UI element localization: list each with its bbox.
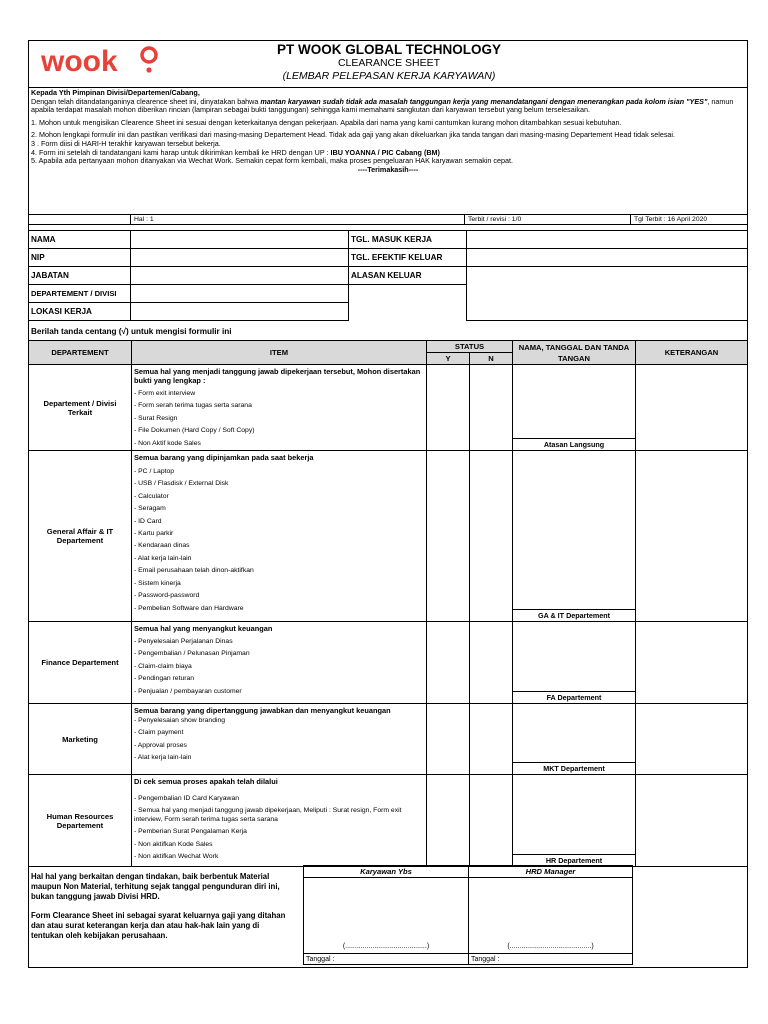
page-number: Hal : 1 [131,215,465,225]
signature-cell[interactable]: FA Departement [513,622,636,704]
instruction: Berilah tanda centang (√) untuk mengisi formulir ini [31,327,232,336]
issue-date: Tgl Terbit : 16 April 2020 [631,215,748,225]
section-row [29,451,748,622]
signature-boxes [303,865,633,965]
departement-field[interactable] [131,285,349,303]
dept-name: General Affair & IT Departement [29,451,132,622]
item-list: Di cek semua proses apakah telah dilalui - Pengembalian ID Card Karyawan - Semua hal yang menjadi tanggung jawab dipekerjaan, Meliputi : Surat resign, Form exit interview, Form serah terima tugas serta sarana - Pemberian Surat Pengalaman Kerja - Non aktifkan Kode Sales - Non aktifkan Wechat Work [132,775,427,867]
note-cell[interactable] [636,622,748,704]
dept-name: Human Resources Departement [29,775,132,867]
note-3: 3 . Form diisi di HARI-H terakhir karyawan tersebut bekerja. [31,138,221,148]
signature-cell[interactable]: Atasan Langsung [513,365,636,451]
doc-title: CLEARANCE SHEET [337,57,441,69]
jabatan-field[interactable] [131,267,349,285]
status-no-cell[interactable] [470,775,513,867]
col-item: ITEM [132,341,427,365]
greeting: Kepada Yth Pimpinan Divisi/Departemen/Cabang, [31,88,200,97]
status-yes-cell[interactable] [427,622,470,704]
note-cell[interactable] [636,365,748,451]
note-4: 4. Form ini setelah di tandatangani kami harap untuk dikirimkan kembali ke HRD dengan UP : IBU YOANNA / PIC Cabang (BM) [31,147,440,157]
section-row [29,775,748,867]
col-note: KETERANGAN [636,341,748,365]
signature-cell[interactable]: GA & IT Departement [513,451,636,622]
note-cell[interactable] [636,704,748,775]
status-no-cell[interactable] [470,622,513,704]
signature-cell[interactable]: HR Departement [513,775,636,867]
label-lokasi: LOKASI KERJA [29,303,131,321]
label-departement: DEPARTEMENT / DIVISI [29,285,131,303]
nip-field[interactable] [131,249,349,267]
label-nip: NIP [29,249,131,267]
item-list: Semua hal yang menyangkut keuangan - Penyelesaian Perjalanan Dinas - Pengembalian / Pelunasan Pinjaman - Claim-claim biaya - Pendingan returan - Penjualan / pembayaran customer [132,622,427,704]
col-status: STATUS [427,341,513,353]
employee-info [28,230,748,321]
status-yes-cell[interactable] [427,365,470,451]
col-yes: Y [427,353,470,365]
intro-text [31,89,745,174]
col-sign: NAMA, TANGGAL DAN TANDA TANGAN [513,341,636,365]
empty-cell [349,285,467,321]
status-no-cell[interactable] [470,365,513,451]
label-alasan: ALASAN KELUAR [349,267,467,285]
note-2: 2. Mohon lengkapi formulir ini dan pastikan verifikasi dari masing-masing Departement Head. Tidak ada gaji yang akan dikeluarkan jika tanda tangan dari masing-masing Departement Head tidak selesai. [31,130,676,140]
lokasi-field[interactable] [131,303,349,321]
hrd-date[interactable]: Tanggal : [469,954,633,965]
dept-name: Departement / Divisi Terkait [29,365,132,451]
status-yes-cell[interactable] [427,704,470,775]
dept-name: Marketing [29,704,132,775]
col-no: N [470,353,513,365]
employee-signature-area[interactable]: (..........................................) [304,878,469,954]
alasan-field[interactable] [467,267,748,321]
label-jabatan: JABATAN [29,267,131,285]
col-dept: DEPARTEMENT [29,341,132,365]
item-list: Semua barang yang dipertanggung jawabkan dan menyangkut keuangan - Penyelesaian show branding - Claim payment - Approval proses - Alat kerja lain-lain [132,704,427,775]
status-no-cell[interactable] [470,451,513,622]
note-cell[interactable] [636,775,748,867]
tgl-keluar-field[interactable] [467,249,748,267]
note-1: 1. Mohon untuk mengisikan Clearence Sheet ini sesuai dengan keterkaitanya dengan pekerjaan. Apabila dari nama yang kami cantumkan kurang mohon ditambahkan sesuai kebutuhan. [31,117,622,127]
clearance-table [28,340,748,867]
nama-field[interactable] [131,231,349,249]
status-yes-cell[interactable] [427,451,470,622]
label-tgl-masuk: TGL. MASUK KERJA [349,231,467,249]
company-name: PT WOOK GLOBAL TECHNOLOGY [277,42,501,57]
status-yes-cell[interactable] [427,775,470,867]
doc-subtitle: (LEMBAR PELEPASAN KERJA KARYAWAN) [282,70,496,82]
tgl-masuk-field[interactable] [467,231,748,249]
revision-row [28,214,748,225]
clearance-sheet [28,40,748,968]
footer-note-2: Form Clearance Sheet ini sebagai syarat keluarnya gaji yang ditahan dan atau surat keterangan kerja dan atau hak-hak lain yang di tentukan oleh kebijakan perusahaan. [31,911,286,940]
thanks: ----Terimakasih---- [357,164,419,174]
footer-note-1: Hal hal yang berkaitan dengan tindakan, baik berbentuk Material maupun Non Material, terhitung sejak tanggal pengunduran diri ini, bukan tanggung jawab Divisi HRD. [31,872,280,901]
label-nama: NAMA [29,231,131,249]
status-no-cell[interactable] [470,704,513,775]
section-row [29,704,748,775]
label-tgl-keluar: TGL. EFEKTIF KELUAR [349,249,467,267]
intro-paragraph: Dengan telah ditandatanganinya clearence sheet ini, dinyatakan bahwa mantan karyawan sudah tidak ada masalah tanggungan kerja yang menandatangani dengan menerangkan pada kolom isian "YES", namun apabila terdapat masalah mohon diberikan rincian (lampiran sebagai bukti tanggungan) sehingga kami memahami sangkutan dari karyawan tersebut yang belum terselesaikan. [31,96,734,115]
dept-name: Finance Departement [29,622,132,704]
employee-date[interactable]: Tanggal : [304,954,469,965]
svg-text:wook: wook [41,45,118,77]
sign-label-employee: Karyawan Ybs [304,866,469,878]
section-row [29,365,748,451]
note-cell[interactable] [636,451,748,622]
section-row [29,622,748,704]
item-list: Semua hal yang menjadi tanggung jawab dipekerjaan tersebut, Mohon disertakan bukti yang lengkap : - Form exit interview - Form serah terima tugas serta sarana - Surat Resign - File Dokumen (Hard Copy / Soft Copy) - Non Aktif kode Sales [132,365,427,451]
signature-cell[interactable]: MKT Departement [513,704,636,775]
hrd-signature-area[interactable]: (..........................................) [469,878,633,954]
note-5: 5. Apabila ada pertanyaan mohon ditanyakan via Wechat Work. Semakin cepat form kembali, maka proses pengeluaran HAK karyawan semakin cepat. [31,156,513,166]
item-list: Semua barang yang dipinjamkan pada saat bekerja - PC / Laptop - USB / Flasdisk / External Disk - Calculator - Seragam - ID Card - Kartu parkir - Kendaraan dinas - Alat kerja lain-lain - Email perusahaan telah dinon-aktifkan - Sistem kinerja - Password-password - Pembelian Software dan Hardware [132,451,427,622]
sign-label-hrd: HRD Manager [469,866,633,878]
revision-number: Terbit / revisi : 1/0 [465,215,631,225]
